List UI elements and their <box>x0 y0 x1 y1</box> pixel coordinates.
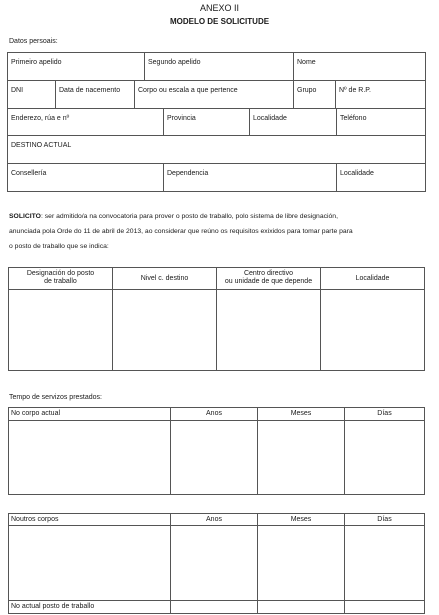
service-other-months-header: Meses <box>258 514 345 526</box>
post-designation-input[interactable] <box>9 290 113 371</box>
personal-data-table <box>7 52 426 192</box>
province-field[interactable]: Provincia <box>167 115 196 122</box>
service-other-days-header: Días <box>345 514 425 526</box>
service-current-input[interactable] <box>9 421 171 495</box>
post-header-center-line1: Centro directivo <box>243 270 294 277</box>
dni-field[interactable]: DNI <box>11 87 24 94</box>
rp-number-field[interactable]: Nº de R.P. <box>339 87 371 94</box>
first-surname-field[interactable]: Primeiro apelido <box>11 59 62 66</box>
service-current-years-header: Anos <box>171 408 258 421</box>
post-center-input[interactable] <box>217 290 321 371</box>
post-header-level <box>113 268 217 290</box>
service-current-days-header: Días <box>345 408 425 421</box>
post-header-designation-line1: Designación do posto <box>26 270 95 277</box>
service-current-header: No corpo actual <box>9 408 171 421</box>
service-current-months-header: Meses <box>258 408 345 421</box>
request-line-3: o posto de traballo que se indica: <box>9 243 109 250</box>
service-other-days-input[interactable] <box>345 526 425 601</box>
request-label: SOLICITO <box>9 213 41 220</box>
post-locality-input[interactable] <box>321 290 425 371</box>
destination-locality-field[interactable]: Localidade <box>340 170 374 177</box>
service-current-years-input[interactable] <box>171 421 258 495</box>
dependency-field[interactable]: Dependencia <box>167 170 209 177</box>
post-header-center <box>217 268 321 290</box>
service-other-months-input[interactable] <box>258 526 345 601</box>
post-header-center-line2: ou unidade de que depende <box>224 278 313 285</box>
locality-field[interactable]: Localidade <box>253 115 287 122</box>
annex-label: ANEXO II <box>199 3 239 13</box>
service-current-days-input[interactable] <box>345 421 425 495</box>
service-time-label: Tempo de servizos prestados: <box>9 394 102 401</box>
second-surname-field[interactable]: Segundo apelido <box>148 59 201 66</box>
post-level-input[interactable] <box>113 290 217 371</box>
phone-field[interactable]: Teléfono <box>340 115 367 122</box>
request-line-2: anunciada pola Orde do 11 de abril de 2013, ao considerar que reúno os requisitos exixidos para tomar parte para <box>9 228 353 235</box>
service-other-input[interactable] <box>9 526 171 601</box>
service-current-table <box>8 407 425 495</box>
personal-data-label: Datos persoais: <box>9 38 58 45</box>
group-field[interactable]: Grupo <box>297 87 317 94</box>
address-field[interactable]: Enderezo, rúa e nº <box>11 115 70 122</box>
request-line-1 <box>9 213 338 221</box>
current-destination-field[interactable]: DESTINO ACTUAL <box>11 142 72 149</box>
corps-field[interactable]: Corpo ou escala a que pertence <box>138 87 238 94</box>
birth-date-field[interactable]: Data de nacemento <box>59 87 121 94</box>
post-header-locality <box>321 268 425 290</box>
post-table <box>8 267 425 371</box>
service-current-post-months-input[interactable] <box>258 601 345 614</box>
post-header-level-text: Nivel c. destino <box>140 275 189 282</box>
service-current-months-input[interactable] <box>258 421 345 495</box>
service-other-years-input[interactable] <box>171 526 258 601</box>
service-other-header: Noutros corpos <box>9 514 171 526</box>
post-header-locality-text: Localidade <box>355 275 390 282</box>
form-title: MODELO DE SOLICITUDE <box>169 17 270 26</box>
service-current-post-years-input[interactable] <box>171 601 258 614</box>
service-current-post-days-input[interactable] <box>345 601 425 614</box>
service-other-table <box>8 513 425 614</box>
name-field[interactable]: Nome <box>297 59 316 66</box>
department-field[interactable]: Consellería <box>11 170 47 177</box>
service-current-post-label: No actual posto de traballo <box>9 601 171 614</box>
request-text-1: : ser admitido/a na convocatoria para prover o posto de traballo, polo sistema de libre designación, <box>40 213 338 220</box>
post-header-designation <box>9 268 113 290</box>
service-other-years-header: Anos <box>171 514 258 526</box>
post-header-designation-line2: de traballo <box>44 278 77 285</box>
